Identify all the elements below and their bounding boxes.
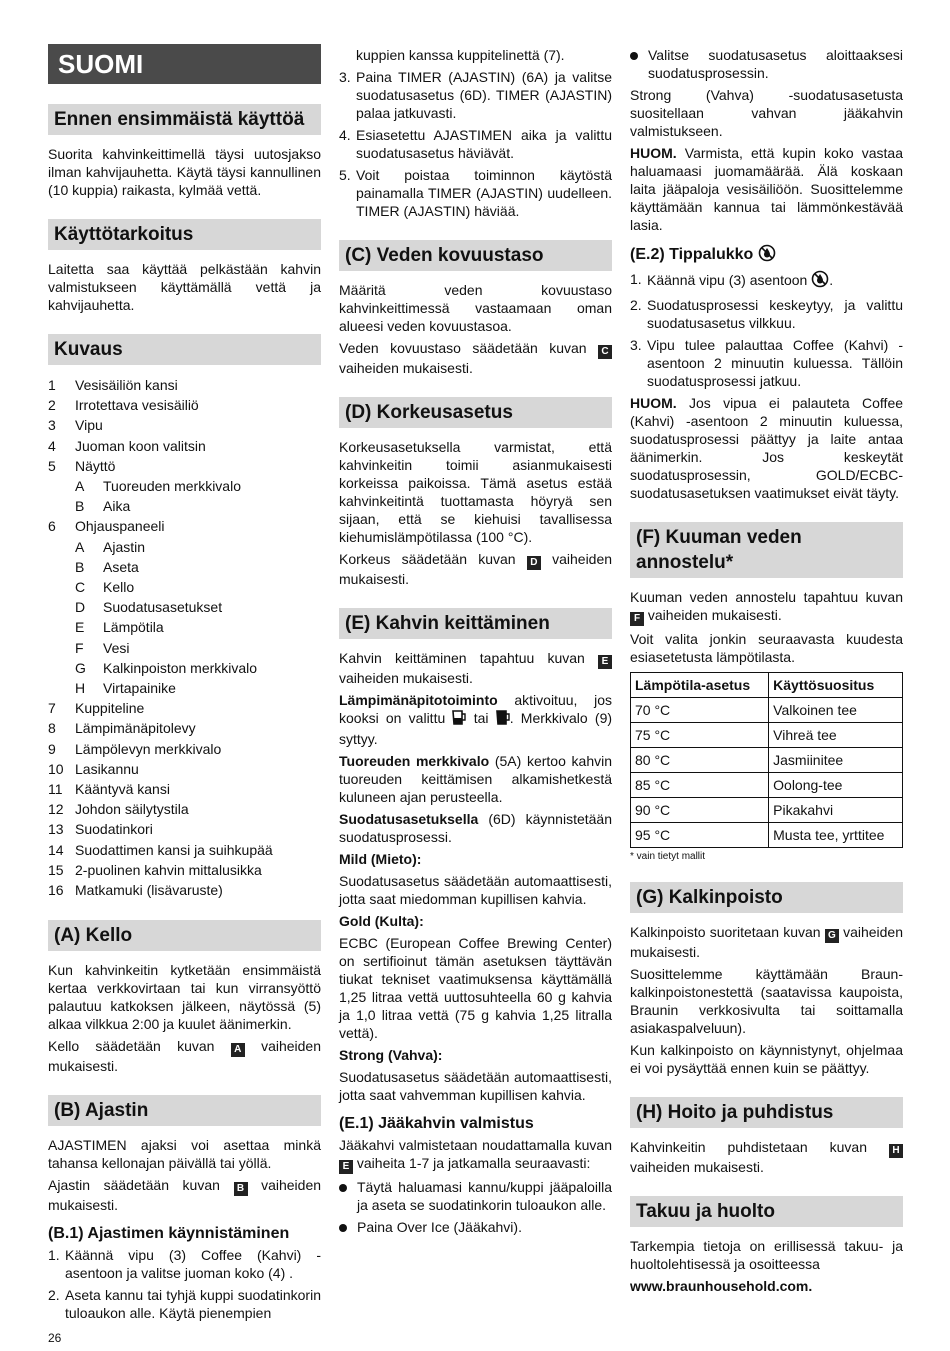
subitem-label: Kello — [103, 579, 135, 596]
step-number: 2. — [48, 1287, 60, 1304]
paragraph: Voit valita jonkin seuraavasta kuudesta esiasetetusta lämpötilasta. — [630, 631, 903, 665]
paragraph: Suorita kahvinkeittimellä täysi uutosjakso ilman kahvijauhetta. Käytä täysi kannullinen (10 kuppia) raikasta, kylmää vettä. — [48, 146, 321, 198]
figure-ref-box: H — [889, 1144, 903, 1158]
list-subitem — [48, 537, 321, 557]
step-text: Suodatusprosessi keskeytyy, ja valittu suodatusasetus vilkkuu. — [647, 297, 903, 331]
item-label: Kuppiteline — [75, 700, 145, 717]
term: Tuoreuden merkkivalo — [339, 753, 490, 769]
item-number: 5 — [48, 457, 56, 474]
item-number: 10 — [48, 760, 64, 777]
table-header-row — [631, 673, 903, 698]
item-label: Juoman koon valitsin — [75, 437, 206, 454]
paragraph: Strong (Vahva) -suodatusasetusta suositellaan vahvan jääkahvin valmistukseen. — [630, 87, 903, 139]
item-label: Lämpölevyn merkkivalo — [75, 740, 222, 757]
step — [630, 336, 903, 390]
figure-ref-box: B — [234, 1182, 248, 1196]
step-number: 3. — [630, 337, 642, 353]
paragraph — [48, 1176, 321, 1214]
table-row — [631, 798, 903, 823]
text: Kahvin keittäminen tapahtuu kuvan — [339, 650, 585, 666]
list-item — [48, 880, 321, 900]
note — [630, 144, 903, 234]
section-title-altitude: (D) Korkeusasetus — [339, 397, 612, 428]
list-item — [48, 799, 321, 819]
subitem-label: Vesi — [103, 639, 130, 656]
section-title-description: Kuvaus — [48, 334, 321, 365]
list-item — [48, 718, 321, 738]
step-number: 1. — [630, 271, 642, 287]
subitem-label: Ajastin — [103, 538, 146, 555]
temperature-cell: 95 °C — [631, 823, 769, 848]
text: Jos vipua ei palauteta Coffee (Kahvi) -asentoon 2 minuutin kuluessa, suodatusprosessi päättyy ja laite antaa äänimerkin. Jos keskeytät suodatusprosessin, GOLD/ECBC-suodatusasetuksen vaatimukset eivät täyty. — [630, 395, 904, 501]
step-text: Aseta kannu tai tyhjä kuppi suodatinkorin tuloaukon alle. Käytä pienempien — [65, 1287, 321, 1322]
setting-title-mild: Mild (Mieto): — [339, 851, 422, 867]
step — [48, 1286, 321, 1322]
item-label: Suodatinkori — [75, 821, 153, 838]
text: Ajastin säädetään kuvan — [48, 1177, 220, 1194]
item-label: Vesisäiliön kansi — [75, 377, 178, 393]
paragraph — [339, 1136, 612, 1174]
subitem-letter: C — [75, 579, 86, 596]
paragraph: Korkeusasetuksella varmistat, että kahvinkeitin toimii asianmukaisesti korkeissa paikoissa. Tämä asetus estää kahvinkeitintä tuottamasta höyryä sen sijaan, että se kiehuisi tavallisessa kiehumislämpötilassa (100 °C). — [339, 439, 612, 545]
note — [630, 394, 903, 502]
section-title-warranty: Takuu ja huolto — [630, 1196, 903, 1227]
section-title-before-first-use: Ennen ensimmäistä käyttöä — [48, 104, 321, 135]
step-number: 3. — [339, 69, 351, 85]
usage-cell: Valkoinen tee — [769, 698, 903, 723]
bullet-text: Täytä haluamasi kannu/kuppi jääpaloilla ja aseta se suodatinkorin tuloaukon alle. — [357, 1179, 612, 1213]
section-title-hot-water: (F) Kuuman veden annostelu* — [630, 522, 903, 578]
item-number: 11 — [48, 781, 63, 798]
bullet-icon — [339, 1218, 357, 1236]
paragraph: Kun kahvinkeitin kytketään ensimmäistä kertaa verkkovirtaan tai kun virransyöttö palautuu katkoksen jälkeen, näytössä (5) alkaa vilkkua 2:00 ja kuulet äänimerkin. — [48, 962, 321, 1033]
step-text: Voit poistaa toiminnon käytöstä painamalla TIMER (AJASTIN) uudelleen. TIMER (AJASTIN) häviää. — [356, 167, 612, 219]
list-subitem — [48, 597, 321, 617]
list-subitem — [48, 557, 321, 577]
table-row — [631, 823, 903, 848]
list-item — [48, 395, 321, 415]
item-label: 2-puolinen kahvin mittalusikka — [75, 861, 262, 878]
list-item — [48, 375, 321, 395]
subitem-letter: G — [75, 659, 86, 676]
website-link[interactable]: www.braunhousehold.com. — [630, 1278, 813, 1294]
item-number: 7 — [48, 700, 56, 717]
table-row — [631, 723, 903, 748]
note-label: HUOM. — [630, 145, 677, 161]
item-number: 13 — [48, 821, 64, 838]
subsection-title-timer-start: (B.1) Ajastimen käynnistäminen — [48, 1225, 290, 1243]
paragraph: Määritä veden kovuustaso kahvinkeittimessä vastaamaan oman alueesi veden kovuustasoa. — [339, 282, 612, 334]
subsection-title-drip-stop — [630, 244, 903, 268]
paragraph-filter — [339, 810, 612, 846]
temperature-cell: 80 °C — [631, 748, 769, 773]
subitem-label: Kalkinpoiston merkkivalo — [103, 659, 258, 676]
text: Korkeus säädetään kuvan — [339, 551, 516, 567]
subitem-letter: F — [75, 639, 84, 656]
text: vaiheiden mukaisesti. — [630, 1159, 764, 1175]
item-number: 6 — [48, 518, 56, 535]
subitem-label: Tuoreuden merkkivalo — [103, 478, 241, 495]
usage-cell: Oolong-tee — [769, 773, 903, 798]
column-2 — [339, 46, 612, 1240]
parts-list — [48, 375, 321, 900]
subitem-letter: D — [75, 599, 86, 616]
step-text: Käännä vipu (3) Coffee (Kahvi) -asentoon ja valitse juoman koko (4) . — [65, 1247, 321, 1282]
bullet-icon — [339, 1178, 357, 1214]
section-title-purpose: Käyttötarkoitus — [48, 219, 321, 250]
section-title-clock: (A) Kello — [48, 920, 321, 951]
text: Kuuman veden annostelu tapahtuu kuvan — [630, 589, 903, 605]
item-label: Ohjauspaneeli — [75, 518, 165, 535]
paragraph — [339, 649, 612, 687]
temperature-cell: 75 °C — [631, 723, 769, 748]
item-number: 8 — [48, 720, 56, 737]
list-subitem — [48, 658, 321, 678]
item-label: Suodattimen kansi ja suihkupää — [75, 841, 273, 858]
step — [339, 68, 612, 122]
list-subitem — [48, 577, 321, 597]
item-label: Kääntyvä kansi — [75, 781, 170, 798]
subitem-letter: E — [75, 619, 85, 636]
list-item — [48, 759, 321, 779]
text: vaiheiden mukaisesti. — [647, 607, 782, 623]
item-number: 4 — [48, 437, 56, 454]
step — [630, 296, 903, 332]
step-number: 4. — [339, 127, 351, 143]
text: aktivoituu, jos kooksi on valittu — [339, 692, 612, 726]
paragraph: Suosittelemme käyttämään Braun-kalkinpoistonestettä (saatavissa kaupoista, Braunin verkkosivulta tai soittamalla asiakaspalveluun). — [630, 966, 903, 1036]
item-label: Lasikannu — [75, 760, 139, 777]
subitem-label: Aseta — [103, 558, 139, 575]
paragraph — [48, 1037, 321, 1075]
list-subitem — [48, 617, 321, 637]
list-item — [48, 819, 321, 839]
usage-cell: Vihreä tee — [769, 723, 903, 748]
temperature-cell: 85 °C — [631, 773, 769, 798]
text: vaiheiden mukaisesti. — [339, 670, 473, 686]
note-label: HUOM. — [630, 395, 677, 411]
item-number: 14 — [48, 841, 64, 858]
text: Käännä vipu (3) asentoon — [647, 272, 808, 288]
setting-title-strong: Strong (Vahva): — [339, 1047, 443, 1063]
step-number: 1. — [48, 1247, 60, 1264]
step-text: Paina TIMER (AJASTIN) (6A) ja valitse suodatusasetus (6D). TIMER (AJASTIN) palaa jatkuvasti. — [356, 69, 612, 121]
paragraph-keep-warm — [339, 691, 612, 748]
paragraph: Tarkempia tietoja on erillisessä takuu- ja huoltolehtisessä ja osoitteessa — [630, 1238, 903, 1272]
figure-ref-box: G — [825, 929, 839, 943]
term: Suodatusasetuksella — [339, 811, 479, 827]
step — [48, 1246, 321, 1282]
step-text: Vipu tulee palauttaa Coffee (Kahvi) -asentoon 2 minuutin kuluessa. Tällöin suodatusprosessi jatkuu. — [647, 337, 903, 389]
text: Kalkinpoisto suoritetaan kuvan — [630, 924, 821, 940]
paragraph: AJASTIMEN ajaksi voi asettaa minkä tahansa kellonajan päivällä tai yöllä. — [48, 1137, 321, 1172]
page-number: 26 — [48, 1331, 62, 1345]
setting-title-gold: Gold (Kulta): — [339, 913, 424, 929]
paragraph — [630, 588, 903, 626]
paragraph — [339, 550, 612, 588]
step — [339, 166, 612, 220]
column-3 — [630, 46, 903, 1299]
step-number: 5. — [339, 167, 351, 183]
bullet-item — [339, 1218, 612, 1236]
figure-ref-box: E — [598, 655, 612, 669]
section-title-care: (H) Hoito ja puhdistus — [630, 1097, 903, 1128]
text: vaiheiden mukaisesti. — [48, 1177, 322, 1214]
figure-ref-box: E — [339, 1160, 353, 1174]
item-label: Johdon säilytystila — [75, 801, 189, 818]
bullet-icon — [630, 46, 648, 82]
item-number: 1 — [48, 377, 56, 393]
table-row — [631, 748, 903, 773]
list-subitem — [48, 638, 321, 658]
list-item — [48, 860, 321, 880]
column-header: Lämpötila-asetus — [631, 673, 769, 698]
paragraph: Laitetta saa käyttää pelkästään kahvin valmistukseen käyttämällä vettä ja kahvijauhetta. — [48, 261, 321, 313]
subitem-label: Lämpötila — [103, 619, 164, 636]
usage-cell: Jasmiinitee — [769, 748, 903, 773]
temperature-cell: 90 °C — [631, 798, 769, 823]
text: Jääkahvi valmistetaan noudattamalla kuvan — [339, 1137, 612, 1153]
paragraph — [339, 339, 612, 377]
text: vaiheiden mukaisesti. — [48, 1038, 321, 1075]
item-number: 9 — [48, 740, 56, 757]
step-continued — [339, 46, 612, 64]
item-number: 2 — [48, 397, 56, 414]
term: Lämpimänäpitotoiminto — [339, 692, 498, 708]
item-label: Irrotettava vesisäiliö — [75, 397, 199, 414]
list-subitem — [48, 678, 321, 698]
temperature-table — [630, 672, 903, 848]
list-item — [48, 840, 321, 860]
table-row — [631, 698, 903, 723]
list-item — [48, 739, 321, 759]
usage-cell: Pikakahvi — [769, 798, 903, 823]
section-title-water-hardness: (C) Veden kovuustaso — [339, 240, 612, 271]
step-text: kuppien kanssa kuppitelinettä (7). — [356, 47, 565, 63]
subitem-letter: A — [75, 478, 85, 495]
title-text: (E.2) Tippalukko — [630, 246, 754, 263]
text: vaiheiden mukaisesti. — [630, 924, 903, 960]
item-label: Matkamuki (lisävaruste) — [75, 882, 223, 899]
item-number: 16 — [48, 882, 64, 899]
carafe-icon — [452, 710, 466, 730]
bullet-item — [630, 46, 903, 82]
text: (6D) käynnistetään suodatusprosessi. — [339, 811, 612, 845]
text: Varmista, että kupin koko vastaa haluamaasi juomamäärää. Älä koskaan laita jääpaloja vesisäiliöön. Suosittelemme käyttämään kannua tai lämmönkestävää lasia. — [630, 145, 903, 233]
step-text: Käännä vipu (3) asentoon . — [647, 270, 903, 292]
text: Kahvinkeitin puhdistetaan kuvan — [630, 1139, 868, 1155]
full-carafe-icon — [496, 710, 510, 730]
paragraph: ECBC (European Coffee Brewing Center) on sertifioinut tämän asetuksen täyttävän tiukat tekniset vaatimuksensa käyttämällä 1,25 litraa vettä uuttosuhteella 60 g kahvia ja 1,0 litraa vettä (75 g kahvia 1,25 litralla vettä). — [339, 935, 612, 1041]
table-row — [631, 773, 903, 798]
item-label: Vipu — [75, 417, 103, 434]
bullet-text: Paina Over Ice (Jääkahvi). — [357, 1219, 522, 1235]
column-header: Käyttösuositus — [769, 673, 903, 698]
subitem-letter: B — [75, 498, 85, 515]
text: (5A) kertoo kahvin tuoreuden keittämisen alkamishetkestä kuluneen ajan perusteella. — [339, 753, 613, 805]
item-label: Lämpimänäpitolevy — [75, 720, 196, 737]
drip-stop-icon — [811, 270, 829, 292]
figure-ref-box: C — [598, 345, 612, 359]
text: tai — [473, 710, 489, 726]
subitem-label: Suodatusasetukset — [103, 599, 223, 616]
figure-ref-box: F — [630, 612, 644, 626]
temperature-cell: 70 °C — [631, 698, 769, 723]
item-number: 12 — [48, 801, 64, 818]
section-title-brewing: (E) Kahvin keittäminen — [339, 608, 612, 639]
subitem-letter: B — [75, 558, 85, 575]
footnote: * vain tietyt mallit — [630, 851, 706, 862]
usage-cell: Musta tee, yrttitee — [769, 823, 903, 848]
column-1 — [48, 44, 321, 1326]
step — [339, 126, 612, 162]
list-item — [48, 779, 321, 799]
text: vaiheiden mukaisesti. — [339, 360, 473, 376]
figure-ref-box: A — [231, 1043, 245, 1057]
paragraph: Suodatusasetus säädetään automaattisesti, jotta saat miedomman kupillisen kahvia. — [339, 873, 612, 907]
subitem-label: Aika — [103, 498, 131, 515]
list-subitem — [48, 496, 321, 516]
list-item — [48, 415, 321, 435]
bullet-text: Valitse suodatusasetus aloittaaksesi suodatusprosessin. — [648, 47, 903, 81]
list-item — [48, 516, 321, 536]
subitem-label: Virtapainike — [103, 680, 176, 697]
subitem-letter: A — [75, 538, 85, 555]
language-heading: SUOMI — [48, 44, 321, 84]
section-title-descaling: (G) Kalkinpoisto — [630, 882, 903, 913]
paragraph: Kun kalkinpoisto on käynnistynyt, ohjelmaa ei voi pysäyttää ennen kuin se päättyy. — [630, 1042, 903, 1076]
step-text: Esiasetettu AJASTIMEN aika ja valittu suodatusasetus häviävät. — [356, 127, 612, 161]
step-number: 2. — [630, 297, 642, 313]
text: vaiheiden mukaisesti. — [339, 551, 613, 587]
text: Veden kovuustaso säädetään kuvan — [339, 340, 587, 356]
text: Kello säädetään kuvan — [48, 1038, 215, 1055]
paragraph-freshness — [339, 752, 612, 806]
item-label: Näyttö — [75, 457, 116, 474]
bullet-item — [339, 1178, 612, 1214]
text: vaiheita 1-7 ja jatkamalla seuraavasti: — [356, 1155, 591, 1171]
text: . Merkkivalo (9) syttyy. — [339, 710, 613, 747]
figure-ref-box: D — [527, 556, 541, 570]
step — [630, 270, 903, 292]
drip-stop-icon — [758, 244, 776, 268]
paragraph: Suodatusasetus säädetään automaattisesti, jotta saat vahvemman kupillisen kahvia. — [339, 1069, 612, 1103]
section-title-timer: (B) Ajastin — [48, 1095, 321, 1126]
list-item — [48, 456, 321, 476]
paragraph — [630, 923, 903, 961]
item-number: 15 — [48, 861, 64, 878]
list-item — [48, 436, 321, 456]
subitem-letter: H — [75, 680, 86, 697]
list-item — [48, 698, 321, 718]
paragraph — [630, 1138, 903, 1176]
item-number: 3 — [48, 417, 56, 434]
list-subitem — [48, 476, 321, 496]
subsection-title-iced-coffee: (E.1) Jääkahvin valmistus — [339, 1115, 534, 1132]
